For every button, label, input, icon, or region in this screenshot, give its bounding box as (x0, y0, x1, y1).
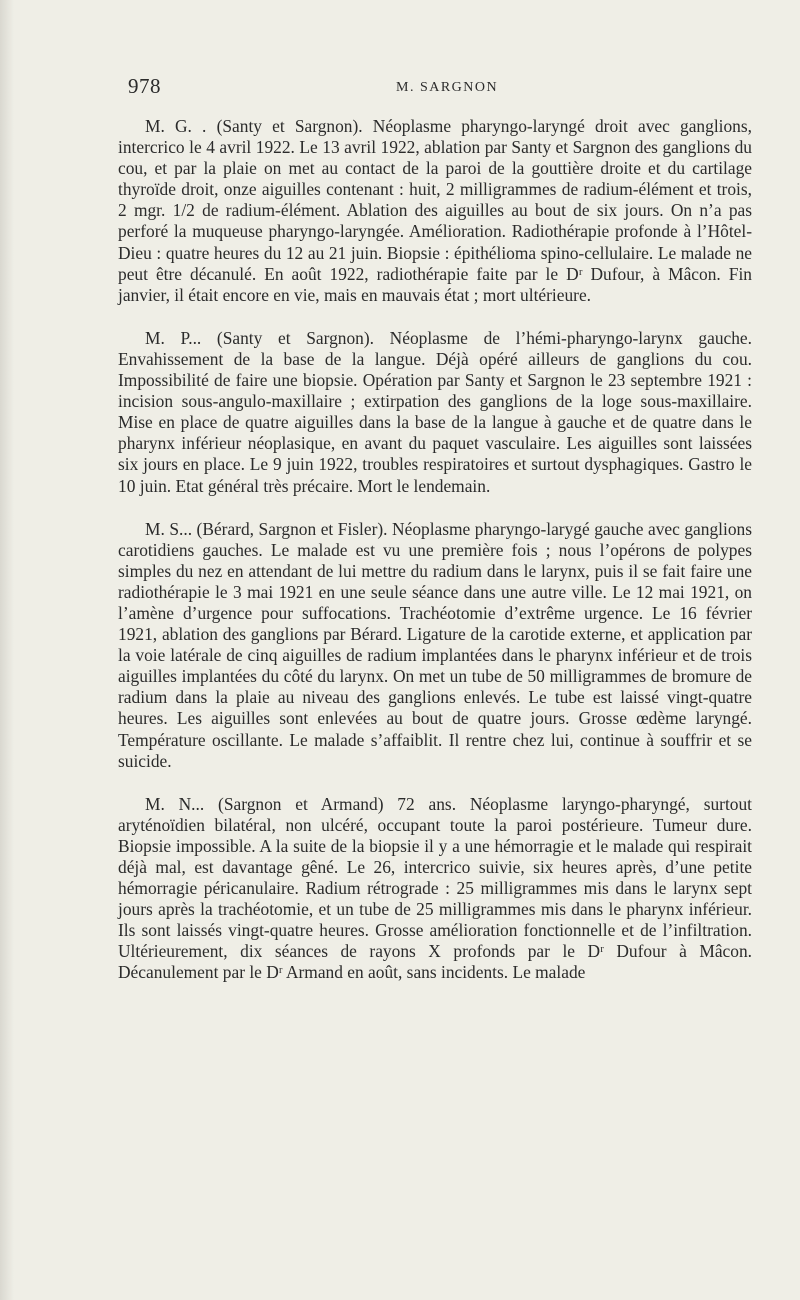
paragraph-case-g: M. G. . (Santy et Sargnon). Néoplasme pharyngo-laryngé droit avec ganglions, intercrico le 4 avril 1922. Le 13 avril 1922, ablation par Santy et Sargnon des ganglions du cou, et par la plaie on met au contact de la paroi de la gouttière droite et du cartilage thyroïde droit, onze aiguilles contenant : huit, 2 milligrammes de radium-élément et trois, 2 mgr. 1/2 de radium-élément. Ablation des aiguilles au bout de six jours. On n’a pas perforé la muqueuse pharyngo-laryngée. Amélioration. Radiothérapie profonde à l’Hôtel-Dieu : quatre heures du 12 au 21 juin. Biopsie : épithélioma spino-cellulaire. Le malade ne peut être décanulé. En août 1922, radiothérapie faite par le Dʳ Dufour, à Mâcon. Fin janvier, il était encore en vie, mais en mauvais état ; mort ultérieure. (118, 116, 752, 305)
running-head: M. SARGNON (396, 80, 499, 95)
body-text (118, 116, 752, 984)
page-number: 978 (128, 74, 161, 98)
paragraph-case-p: M. P... (Santy et Sargnon). Néoplasme de l’hémi-pharyngo-larynx gauche. Envahissement de la base de la langue. Déjà opéré ailleurs de ganglions du cou. Impossibilité de faire une biopsie. Opération par Santy et Sargnon le 23 septembre 1921 : incision sous-angulo-maxillaire ; extirpation des ganglions de la loge sous-maxillaire. Mise en place de quatre aiguilles dans la base de la langue à gauche et de quatre dans le pharynx inférieur néoplasique, en avant du paquet vasculaire. Les aiguilles sont laissées six jours en place. Le 9 juin 1922, troubles respiratoires et surtout dysphagiques. Gastro le 10 juin. Etat général très précaire. Mort le lendemain. (118, 327, 752, 496)
page-header (128, 74, 752, 102)
paragraph-case-s: M. S... (Bérard, Sargnon et Fisler). Néoplasme pharyngo-larygé gauche avec ganglions carotidiens gauches. Le malade est vu une première fois ; nous l’opérons de polypes simples du nez en attendant de lui mettre du radium dans le larynx, puis il se fait faire une radiothérapie le 3 mai 1921 en une seule séance dans une autre ville. Le 12 mai 1921, on l’amène d’urgence pour suffocations. Trachéotomie d’extrême urgence. Le 16 février 1921, ablation des ganglions par Bérard. Ligature de la carotide externe, et application par la voie latérale de cinq aiguilles de radium implantées dans le pharynx inférieur et de trois aiguilles implantées du côté du larynx. On met un tube de 50 milligrammes de bromure de radium dans la plaie au niveau des ganglions enlevés. Le tube est laissé vingt-quatre heures. Les aiguilles sont enlevées au bout de quatre jours. Grosse œdème laryngé. Température oscillante. Le malade s’affaiblit. Il rentre chez lui, continue à souffrir et se suicide. (118, 518, 752, 771)
paragraph-case-n: M. N... (Sargnon et Armand) 72 ans. Néoplasme laryngo-pharyngé, surtout aryténoïdien bilatéral, non ulcéré, occupant toute la paroi postérieure. Tumeur dure. Biopsie impossible. A la suite de la biopsie il y a une hémorragie et le malade qui respirait déjà mal, est davantage gêné. Le 26, intercrico suivie, six heures après, d’une petite hémorragie péricanulaire. Radium rétrograde : 25 milligrammes mis dans le larynx sept jours après la trachéotomie, et un tube de 25 milligrammes mis dans le pharynx inférieur. Ils sont laissés vingt-quatre heures. Grosse amélioration fonctionnelle et de l’infiltration. Ultérieurement, dix séances de rayons X profonds par le Dʳ Dufour à Mâcon. Décanulement par le Dʳ Armand en août, sans incidents. Le malade (118, 793, 752, 983)
